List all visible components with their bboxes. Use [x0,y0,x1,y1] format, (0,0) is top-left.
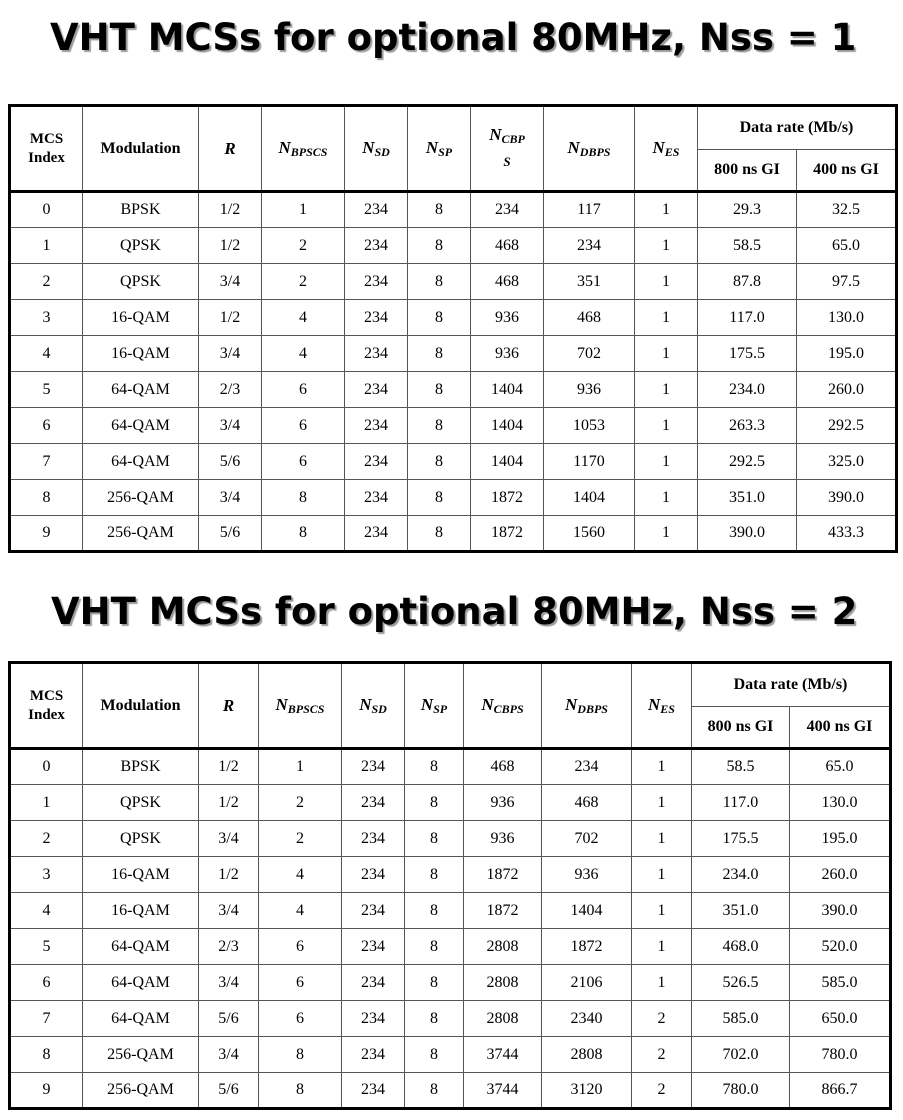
cell-rate-800ns: 234.0 [692,857,790,893]
cell-modulation: 256-QAM [83,1037,199,1073]
cell-rate-400ns: 65.0 [797,228,897,264]
cell-r: 3/4 [199,264,262,300]
header-400ns-gi: 400 ns GI [797,150,897,192]
header-n-sp: $N_{SP}$ [405,663,464,749]
cell-n-dbps: 1170 [544,444,635,480]
cell-n-dbps: 1053 [544,408,635,444]
cell-n-sp: 8 [408,444,471,480]
cell-n-cbps: 1404 [471,408,544,444]
header-data-rate: Data rate (Mb/s) [698,106,897,150]
cell-mcs-index: 3 [10,300,83,336]
cell-n-bpscs: 2 [259,785,342,821]
cell-r: 3/4 [199,408,262,444]
cell-n-bpscs: 6 [259,929,342,965]
cell-r: 2/3 [199,372,262,408]
header-n-bpscs: $N_{BPSCS}$ [262,106,345,192]
cell-n-dbps: 1404 [542,893,632,929]
cell-n-bpscs: 2 [262,264,345,300]
cell-rate-800ns: 526.5 [692,965,790,1001]
header-n-dbps: $N_{DBPS}$ [544,106,635,192]
cell-r: 3/4 [199,480,262,516]
cell-n-sd: 234 [342,821,405,857]
header-mcs-index: MCS Index [10,106,83,192]
cell-n-cbps: 234 [471,192,544,228]
cell-mcs-index: 2 [10,264,83,300]
cell-mcs-index: 5 [10,372,83,408]
cell-rate-800ns: 29.3 [698,192,797,228]
cell-n-es: 2 [632,1001,692,1037]
cell-n-es: 1 [635,228,698,264]
cell-r: 2/3 [199,929,259,965]
cell-n-cbps: 1872 [471,516,544,552]
cell-n-bpscs: 4 [262,300,345,336]
cell-n-dbps: 1560 [544,516,635,552]
cell-n-es: 1 [635,480,698,516]
cell-rate-800ns: 87.8 [698,264,797,300]
table-row [10,749,891,785]
cell-n-bpscs: 6 [259,965,342,1001]
cell-n-bpscs: 6 [259,1001,342,1037]
cell-rate-400ns: 866.7 [790,1073,891,1109]
cell-rate-800ns: 702.0 [692,1037,790,1073]
cell-n-es: 1 [635,372,698,408]
cell-n-es: 1 [635,516,698,552]
cell-n-bpscs: 2 [262,228,345,264]
cell-rate-400ns: 585.0 [790,965,891,1001]
cell-n-es: 1 [632,821,692,857]
cell-modulation: QPSK [83,264,199,300]
cell-n-sp: 8 [408,372,471,408]
header-n-sd: $N_{SD}$ [345,106,408,192]
cell-n-cbps: 468 [471,228,544,264]
header-n-cbps: $N_{CBPS}$ [464,663,542,749]
cell-n-sd: 234 [342,749,405,785]
cell-n-cbps: 936 [471,336,544,372]
cell-n-sp: 8 [408,264,471,300]
cell-n-cbps: 1872 [464,857,542,893]
cell-n-dbps: 936 [544,372,635,408]
cell-modulation: 256-QAM [83,480,199,516]
cell-mcs-index: 7 [10,1001,83,1037]
cell-rate-800ns: 780.0 [692,1073,790,1109]
cell-n-cbps: 1872 [471,480,544,516]
cell-n-dbps: 2340 [542,1001,632,1037]
cell-n-cbps: 2808 [464,929,542,965]
cell-rate-400ns: 780.0 [790,1037,891,1073]
cell-n-sd: 234 [342,893,405,929]
cell-n-sd: 234 [342,929,405,965]
cell-n-sp: 8 [405,893,464,929]
cell-rate-400ns: 130.0 [797,300,897,336]
cell-n-dbps: 702 [544,336,635,372]
cell-n-sd: 234 [342,965,405,1001]
header-n-bpscs: $N_{BPSCS}$ [259,663,342,749]
cell-r: 1/2 [199,228,262,264]
cell-n-cbps: 1404 [471,444,544,480]
cell-mcs-index: 9 [10,516,83,552]
cell-modulation: 16-QAM [83,857,199,893]
cell-r: 1/2 [199,749,259,785]
cell-n-sd: 234 [345,264,408,300]
cell-modulation: 64-QAM [83,372,199,408]
cell-n-sd: 234 [345,444,408,480]
cell-n-bpscs: 1 [262,192,345,228]
cell-n-cbps: 468 [471,264,544,300]
header-n-es: $N_{ES}$ [632,663,692,749]
cell-n-sd: 234 [345,516,408,552]
cell-n-sp: 8 [408,300,471,336]
cell-n-bpscs: 4 [259,893,342,929]
cell-n-bpscs: 8 [259,1073,342,1109]
cell-mcs-index: 0 [10,749,83,785]
cell-mcs-index: 2 [10,821,83,857]
cell-n-sd: 234 [342,1001,405,1037]
cell-n-bpscs: 2 [259,821,342,857]
cell-n-cbps: 2808 [464,965,542,1001]
cell-modulation: 64-QAM [83,929,199,965]
table-row [10,1073,891,1109]
section-title-nss-1: VHT MCSs for optional 80MHz, Nss = 1 [50,16,857,59]
cell-n-cbps: 3744 [464,1037,542,1073]
table-row [10,516,897,552]
cell-n-sd: 234 [345,480,408,516]
cell-rate-800ns: 292.5 [698,444,797,480]
cell-n-bpscs: 8 [259,1037,342,1073]
cell-n-es: 2 [632,1037,692,1073]
cell-rate-400ns: 260.0 [797,372,897,408]
cell-r: 3/4 [199,336,262,372]
cell-mcs-index: 9 [10,1073,83,1109]
table-body-nss-1 [10,192,897,552]
table-row [10,929,891,965]
cell-n-dbps: 2808 [542,1037,632,1073]
cell-rate-400ns: 390.0 [797,480,897,516]
cell-n-cbps: 936 [471,300,544,336]
cell-n-cbps: 1404 [471,372,544,408]
cell-r: 1/2 [199,857,259,893]
cell-n-sp: 8 [405,785,464,821]
cell-n-dbps: 1872 [542,929,632,965]
cell-n-es: 1 [632,857,692,893]
table-body-nss-2 [10,749,891,1109]
cell-modulation: QPSK [83,228,199,264]
cell-n-es: 1 [632,785,692,821]
header-800ns-gi: 800 ns GI [698,150,797,192]
cell-n-dbps: 468 [542,785,632,821]
cell-rate-400ns: 65.0 [790,749,891,785]
header-400ns-gi: 400 ns GI [790,707,891,749]
cell-modulation: QPSK [83,821,199,857]
header-n-cbps: $N_{CBP}$ S [471,106,544,192]
cell-modulation: 256-QAM [83,1073,199,1109]
cell-n-bpscs: 8 [262,516,345,552]
header-800ns-gi: 800 ns GI [692,707,790,749]
cell-n-cbps: 2808 [464,1001,542,1037]
cell-n-dbps: 3120 [542,1073,632,1109]
cell-n-dbps: 702 [542,821,632,857]
cell-rate-400ns: 520.0 [790,929,891,965]
cell-n-sp: 8 [405,857,464,893]
cell-rate-400ns: 130.0 [790,785,891,821]
cell-n-es: 1 [635,336,698,372]
cell-rate-800ns: 117.0 [698,300,797,336]
cell-n-sp: 8 [408,480,471,516]
cell-n-sp: 8 [405,1001,464,1037]
cell-mcs-index: 5 [10,929,83,965]
cell-modulation: 256-QAM [83,516,199,552]
cell-n-es: 2 [632,1073,692,1109]
table-row [10,893,891,929]
cell-rate-400ns: 260.0 [790,857,891,893]
cell-n-sd: 234 [345,300,408,336]
cell-rate-800ns: 390.0 [698,516,797,552]
cell-mcs-index: 3 [10,857,83,893]
cell-n-sp: 8 [408,516,471,552]
table-row [10,857,891,893]
cell-n-sp: 8 [405,821,464,857]
cell-n-es: 1 [635,408,698,444]
cell-n-sd: 234 [345,336,408,372]
cell-r: 3/4 [199,893,259,929]
cell-n-bpscs: 6 [262,408,345,444]
section-title-nss-2: VHT MCSs for optional 80MHz, Nss = 2 [51,590,858,633]
cell-r: 1/2 [199,785,259,821]
cell-n-cbps: 468 [464,749,542,785]
cell-n-dbps: 1404 [544,480,635,516]
cell-rate-400ns: 292.5 [797,408,897,444]
header-n-es: $N_{ES}$ [635,106,698,192]
cell-n-sd: 234 [342,785,405,821]
table-row [10,372,897,408]
cell-n-bpscs: 8 [262,480,345,516]
cell-n-dbps: 351 [544,264,635,300]
cell-mcs-index: 6 [10,408,83,444]
cell-n-es: 1 [632,929,692,965]
cell-rate-800ns: 263.3 [698,408,797,444]
cell-mcs-index: 8 [10,480,83,516]
cell-n-cbps: 3744 [464,1073,542,1109]
cell-n-sd: 234 [345,192,408,228]
table-row [10,965,891,1001]
header-modulation: Modulation [83,106,199,192]
cell-r: 5/6 [199,516,262,552]
cell-n-dbps: 2106 [542,965,632,1001]
cell-r: 3/4 [199,965,259,1001]
table-row [10,300,897,336]
cell-mcs-index: 1 [10,785,83,821]
cell-n-dbps: 936 [542,857,632,893]
cell-r: 3/4 [199,1037,259,1073]
cell-mcs-index: 4 [10,893,83,929]
header-n-sp: $N_{SP}$ [408,106,471,192]
cell-n-cbps: 1872 [464,893,542,929]
cell-n-sp: 8 [408,228,471,264]
cell-rate-400ns: 650.0 [790,1001,891,1037]
cell-modulation: BPSK [83,192,199,228]
cell-rate-800ns: 117.0 [692,785,790,821]
cell-n-dbps: 234 [542,749,632,785]
header-n-sd: $N_{SD}$ [342,663,405,749]
cell-rate-400ns: 195.0 [797,336,897,372]
table-row [10,264,897,300]
cell-modulation: 16-QAM [83,300,199,336]
cell-n-sd: 234 [345,372,408,408]
cell-modulation: QPSK [83,785,199,821]
cell-modulation: 64-QAM [83,408,199,444]
table-row [10,228,897,264]
cell-mcs-index: 7 [10,444,83,480]
header-n-dbps: $N_{DBPS}$ [542,663,632,749]
cell-mcs-index: 4 [10,336,83,372]
table-row [10,444,897,480]
cell-n-dbps: 468 [544,300,635,336]
cell-mcs-index: 1 [10,228,83,264]
cell-rate-400ns: 97.5 [797,264,897,300]
cell-n-sp: 8 [408,408,471,444]
cell-modulation: 64-QAM [83,1001,199,1037]
cell-mcs-index: 6 [10,965,83,1001]
header-mcs-index: MCS Index [10,663,83,749]
cell-n-sp: 8 [405,1073,464,1109]
header-r: R [199,106,262,192]
cell-n-es: 1 [635,444,698,480]
cell-modulation: 16-QAM [83,336,199,372]
cell-n-sp: 8 [408,336,471,372]
cell-rate-400ns: 195.0 [790,821,891,857]
cell-rate-800ns: 585.0 [692,1001,790,1037]
cell-rate-800ns: 468.0 [692,929,790,965]
cell-r: 5/6 [199,444,262,480]
cell-n-dbps: 234 [544,228,635,264]
header-modulation: Modulation [83,663,199,749]
cell-n-es: 1 [635,192,698,228]
cell-n-es: 1 [632,749,692,785]
cell-rate-800ns: 234.0 [698,372,797,408]
cell-modulation: BPSK [83,749,199,785]
cell-r: 1/2 [199,192,262,228]
cell-n-bpscs: 6 [262,444,345,480]
cell-rate-400ns: 390.0 [790,893,891,929]
cell-n-bpscs: 4 [259,857,342,893]
cell-modulation: 16-QAM [83,893,199,929]
cell-n-sd: 234 [345,408,408,444]
cell-n-sd: 234 [342,1037,405,1073]
cell-modulation: 64-QAM [83,444,199,480]
cell-n-sp: 8 [405,965,464,1001]
cell-n-bpscs: 1 [259,749,342,785]
table-row [10,1001,891,1037]
mcs-table-nss-1 [8,104,898,553]
table-row [10,336,897,372]
cell-n-sp: 8 [405,749,464,785]
cell-mcs-index: 8 [10,1037,83,1073]
cell-n-cbps: 936 [464,785,542,821]
cell-n-sp: 8 [405,1037,464,1073]
cell-r: 1/2 [199,300,262,336]
cell-rate-400ns: 325.0 [797,444,897,480]
cell-rate-800ns: 351.0 [692,893,790,929]
cell-n-sp: 8 [408,192,471,228]
cell-rate-800ns: 58.5 [692,749,790,785]
cell-n-es: 1 [635,264,698,300]
cell-mcs-index: 0 [10,192,83,228]
table-row [10,785,891,821]
mcs-table-nss-2 [8,661,892,1110]
table-row [10,408,897,444]
header-r: R [199,663,259,749]
cell-n-sd: 234 [342,1073,405,1109]
cell-modulation: 64-QAM [83,965,199,1001]
cell-n-es: 1 [632,965,692,1001]
cell-rate-400ns: 433.3 [797,516,897,552]
cell-n-cbps: 936 [464,821,542,857]
table-row [10,480,897,516]
cell-rate-400ns: 32.5 [797,192,897,228]
header-data-rate: Data rate (Mb/s) [692,663,891,707]
cell-rate-800ns: 175.5 [698,336,797,372]
cell-n-dbps: 117 [544,192,635,228]
table-row [10,821,891,857]
cell-n-sd: 234 [345,228,408,264]
cell-n-bpscs: 4 [262,336,345,372]
cell-n-bpscs: 6 [262,372,345,408]
cell-r: 5/6 [199,1001,259,1037]
cell-rate-800ns: 175.5 [692,821,790,857]
cell-n-es: 1 [635,300,698,336]
table-row [10,1037,891,1073]
cell-n-es: 1 [632,893,692,929]
cell-rate-800ns: 58.5 [698,228,797,264]
cell-r: 3/4 [199,821,259,857]
table-row [10,192,897,228]
cell-r: 5/6 [199,1073,259,1109]
cell-rate-800ns: 351.0 [698,480,797,516]
cell-n-sp: 8 [405,929,464,965]
cell-n-sd: 234 [342,857,405,893]
